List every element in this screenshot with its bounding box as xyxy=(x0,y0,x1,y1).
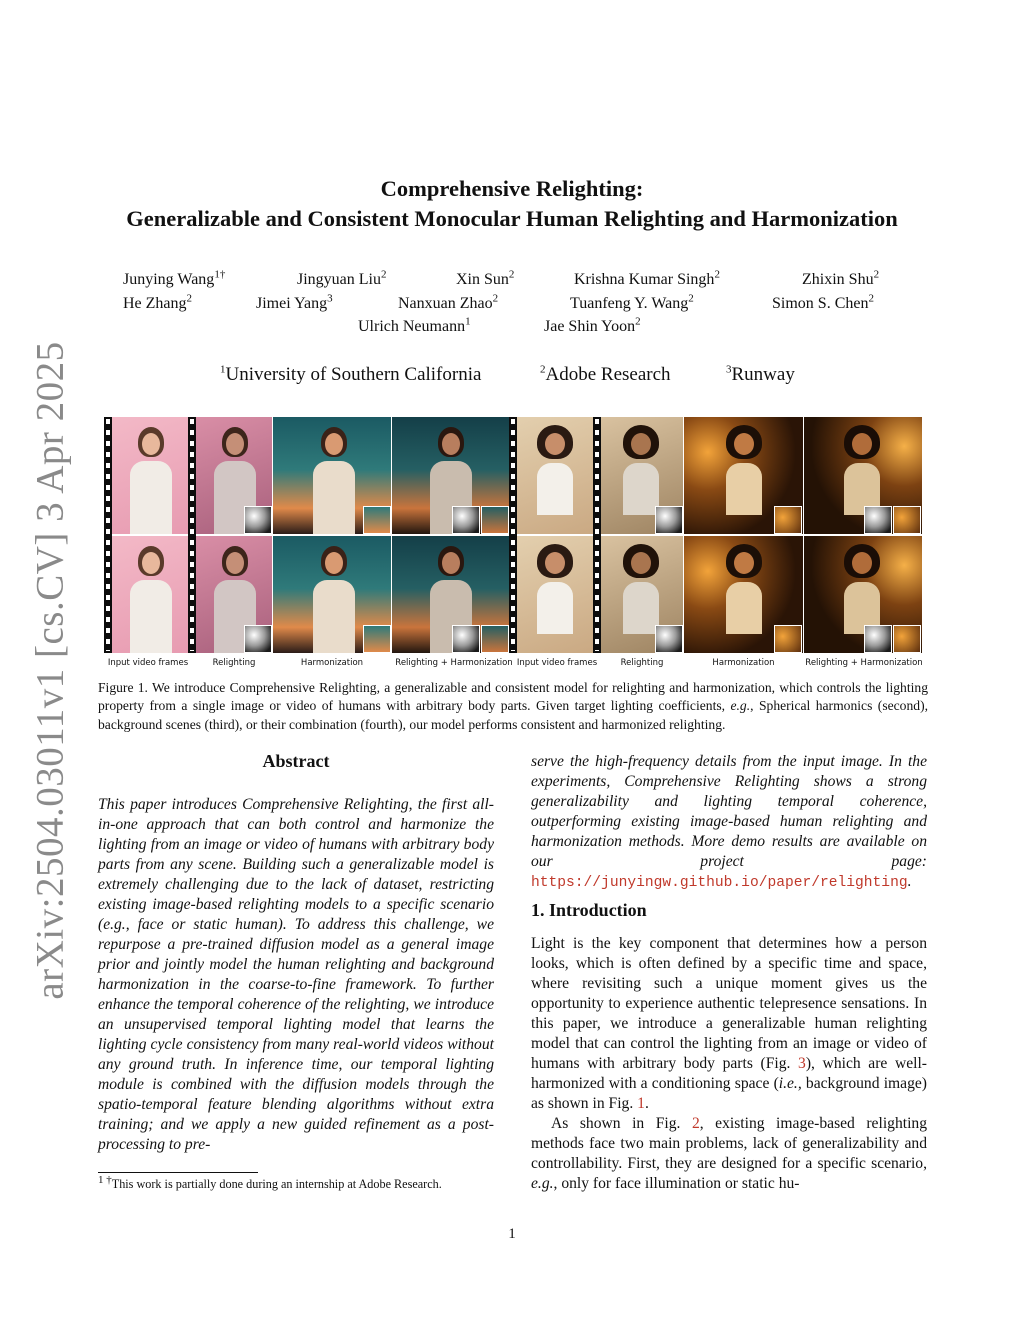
author: Krishna Kumar Singh$^2$ xyxy=(574,268,720,288)
lighting-sphere-icon xyxy=(452,625,480,653)
background-thumbnail xyxy=(774,506,802,534)
figure-column-label: Relighting + Harmonization xyxy=(805,658,923,668)
background-thumbnail xyxy=(481,506,509,534)
figure-column-label: Relighting xyxy=(212,658,256,668)
film-strip xyxy=(593,417,601,653)
figure-reference-link[interactable]: 3 xyxy=(798,1055,806,1072)
intro-paragraph-1: Light is the key component that determines how a person looks, which is often defined by a specific time and space, where revisiting such a unique moment gives us the opportunity to experience authentic telepresence sensations. In this paper, we introduce a generalizable human relighting model that can control the lighting from an image or video of humans with arbitrary body parts (Fig. 3), which are well-harmonized with a conditioning space (i.e., background image) as shown in Fig. 1. xyxy=(531,935,927,1112)
background-thumbnail xyxy=(893,506,921,534)
footnote-rule xyxy=(98,1172,258,1173)
photo-relighting-harmonization xyxy=(392,417,509,534)
photo-relighting xyxy=(196,417,272,534)
lighting-sphere-icon xyxy=(452,506,480,534)
photo-harmonization xyxy=(273,417,391,534)
author: Jae Shin Yoon$^2$ xyxy=(544,315,641,335)
background-thumbnail xyxy=(893,625,921,653)
section-heading-introduction: 1. Introduction xyxy=(531,900,647,920)
photo-harmonization xyxy=(684,417,803,534)
teaser-figure xyxy=(104,417,922,653)
figure-column-label: Harmonization xyxy=(712,658,775,668)
film-strip xyxy=(188,417,196,653)
author: Junying Wang$^{1\dagger}$ xyxy=(123,268,226,288)
intro-paragraph-2: As shown in Fig. 2, existing image-based relighting methods face two main problems, lack of generalizability and controllability. First, they are designed for a specific scenario, e.g., only for face illumination or static hu- xyxy=(531,1115,927,1192)
figure-column-label: Input video frames xyxy=(107,658,189,668)
photo-input-frame xyxy=(112,417,188,534)
background-thumbnail xyxy=(363,506,391,534)
author: Jimei Yang$^3$ xyxy=(256,292,333,312)
author: Ulrich Neumann$^1$ xyxy=(358,315,471,335)
abstract-continuation: serve the high-frequency details from the input image. In the experiments, Comprehensive Relighting shows a strong generalizability and lighting temporal coherence, outperforming existing image-based human relighting and harmonization methods. More demo results are available on our project page: https://junyingw.github.io/paper/relighting. xyxy=(531,753,927,891)
author: Jingyuan Liu$^2$ xyxy=(297,268,387,288)
author: Xin Sun$^2$ xyxy=(456,268,515,288)
abstract-text: This paper introduces Comprehensive Relighting, the first all-in-one approach that can both control and harmonize the lighting from an image or video of humans with arbitrary body parts from any scene. Building such a generalizable model is extremely challenging due to the lack of dataset, restricting existing image-based relighting models to a specific scenario (e.g., face or static human). To address this challenge, we repurpose a pre-trained diffusion model as a general image prior and jointly model the human relighting and background harmonization in the coarse-to-fine framework. To further enhance the temporal coherence of the relighting, we introduce an unsupervised temporal lighting model that learns the lighting cycle consistency from many real-world videos without any ground truth. In inference time, our temporal lighting module is combined with the diffusion models through the spatio-temporal feature blending algorithms without extra training; and we apply a new guided refinement as a post-processing to pre- xyxy=(98,796,494,1153)
background-thumbnail xyxy=(363,625,391,653)
author: Tuanfeng Y. Wang$^2$ xyxy=(570,292,694,312)
photo-relighting-harmonization xyxy=(392,536,509,653)
photo-relighting-harmonization xyxy=(804,417,922,534)
paper-title-line-1: Comprehensive Relighting: xyxy=(380,176,644,201)
affiliation: $^3$Runway xyxy=(726,363,795,385)
lighting-sphere-icon xyxy=(655,506,683,534)
background-thumbnail xyxy=(774,625,802,653)
photo-relighting xyxy=(601,536,683,653)
photo-input-frame xyxy=(517,417,593,534)
photo-input-frame xyxy=(112,536,188,653)
lighting-sphere-icon xyxy=(244,506,272,534)
footnote: $^{1 \dagger}$This work is partially done during an internship at Adobe Research. xyxy=(98,1173,442,1191)
project-page-link[interactable]: https://junyingw.github.io/paper/relighting xyxy=(531,875,908,891)
photo-input-frame xyxy=(517,536,593,653)
affiliation: $^2$Adobe Research xyxy=(540,363,671,385)
figure-reference-link[interactable]: 1 xyxy=(637,1095,645,1112)
figure-reference-link[interactable]: 2 xyxy=(691,1115,700,1132)
arxiv-identifier: arXiv:2504.03011v1 [cs.CV] 3 Apr 2025 xyxy=(28,341,72,1000)
lighting-sphere-icon xyxy=(244,625,272,653)
figure-column-label: Input video frames xyxy=(516,658,598,668)
lighting-sphere-icon xyxy=(655,625,683,653)
affiliation: $^1$University of Southern California xyxy=(220,363,482,385)
figure-column-label: Relighting xyxy=(620,658,664,668)
figure-column-label: Relighting + Harmonization xyxy=(395,658,513,668)
photo-relighting xyxy=(196,536,272,653)
background-thumbnail xyxy=(481,625,509,653)
figure-caption: Figure 1. We introduce Comprehensive Relighting, a generalizable and consistent model for relighting and harmonization, which controls the lighting property from a single image or video of humans with arbitrary body parts. Given target lighting coefficients, e.g., Spherical harmonics (second), background scenes (third), or their combination (fourth), our model performs consistent and harmonized relighting. xyxy=(98,680,928,732)
author: He Zhang$^2$ xyxy=(123,292,193,312)
photo-harmonization xyxy=(684,536,803,653)
lighting-sphere-icon xyxy=(864,625,892,653)
film-strip xyxy=(509,417,517,653)
photo-relighting-harmonization xyxy=(804,536,922,653)
abstract-heading: Abstract xyxy=(262,751,330,771)
author: Nanxuan Zhao$^2$ xyxy=(398,292,499,312)
lighting-sphere-icon xyxy=(864,506,892,534)
author: Zhixin Shu$^2$ xyxy=(802,268,880,288)
figure-column-label: Harmonization xyxy=(300,658,364,668)
photo-harmonization xyxy=(273,536,391,653)
page-number: 1 xyxy=(508,1226,516,1242)
paper-title-line-2: Generalizable and Consistent Monocular Human Relighting and Harmonization xyxy=(126,206,898,231)
author: Simon S. Chen$^2$ xyxy=(772,292,874,312)
photo-relighting xyxy=(601,417,683,534)
film-strip xyxy=(104,417,112,653)
